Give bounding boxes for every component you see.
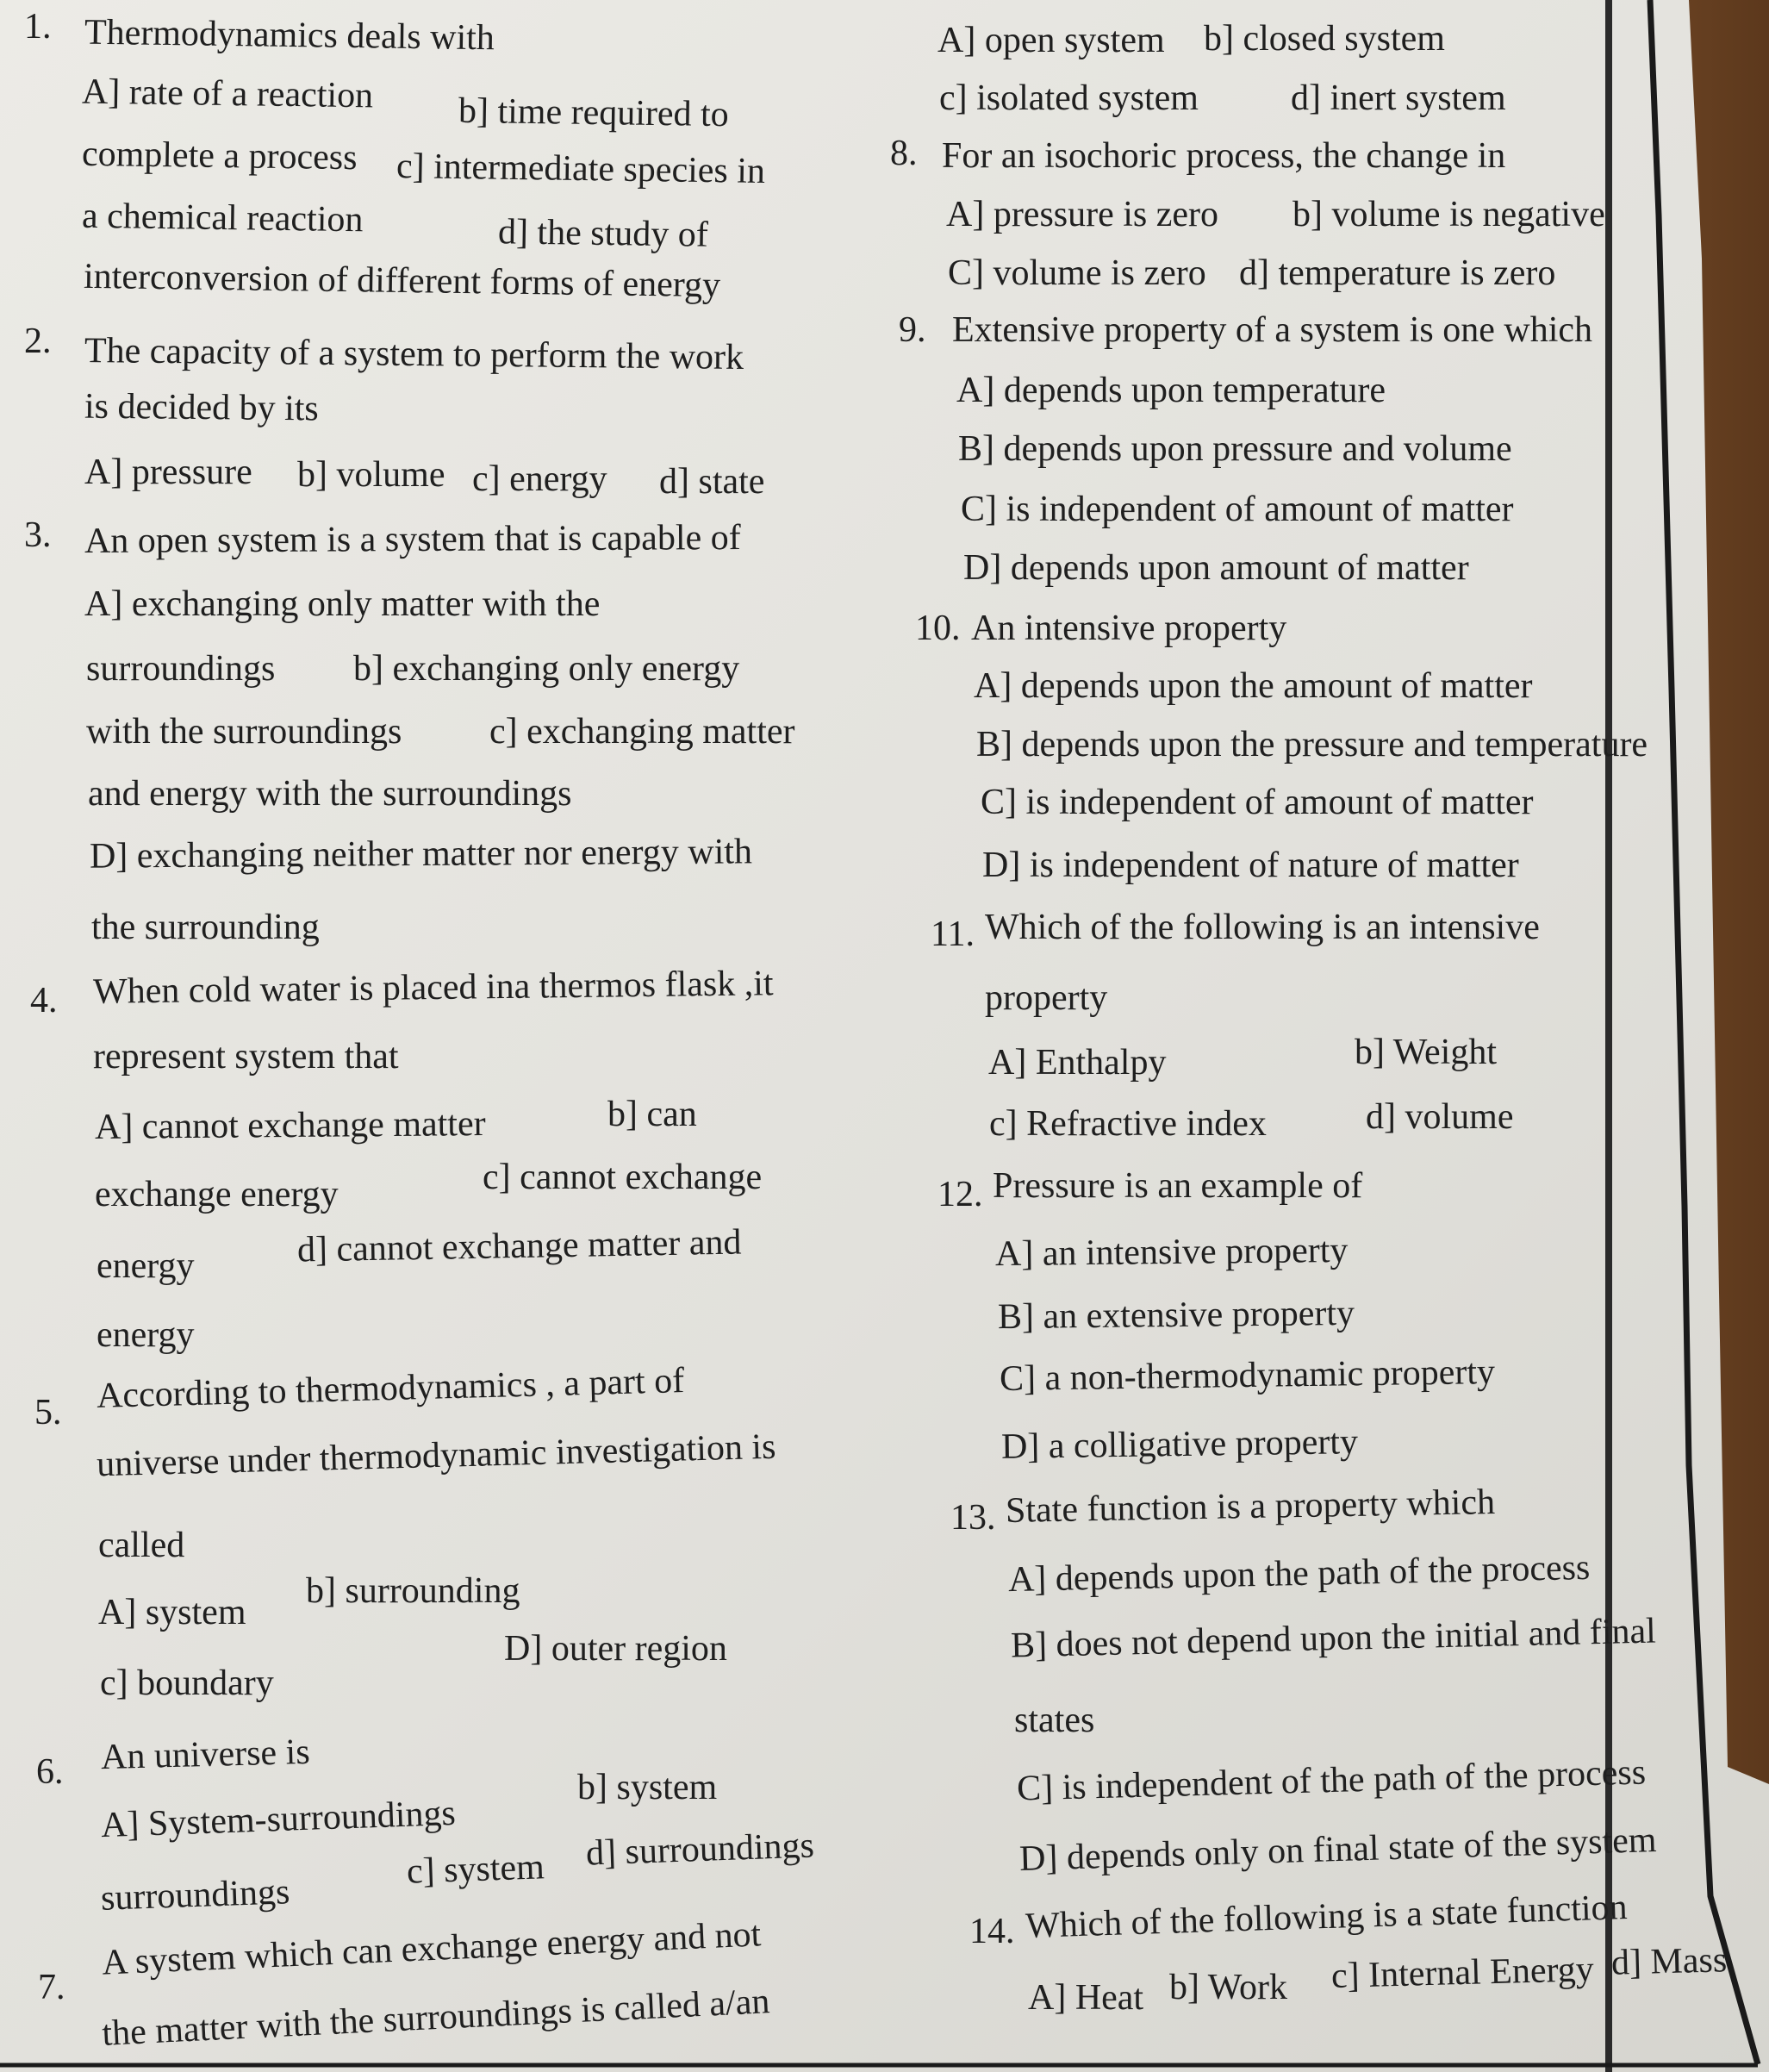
question-text: Pressure is an example of: [993, 1166, 1363, 1206]
option-a: A] Heat: [1028, 1978, 1144, 2018]
option-c: C] is independent of amount of matter: [981, 783, 1534, 822]
option-b-continued: with the surroundings: [86, 712, 402, 752]
question-number: 14.: [969, 1912, 1015, 1951]
question-number: 1.: [24, 7, 52, 47]
option-b-continued: states: [1014, 1701, 1095, 1740]
option-d: D] a colligative property: [1000, 1422, 1359, 1467]
question-text: The capacity of a system to perform the work: [84, 330, 744, 378]
option-c: c] Internal Energy: [1330, 1950, 1595, 1996]
option-d: d] state: [659, 462, 765, 502]
question-text: When cold water is placed ina thermos flask ,it: [92, 964, 774, 1012]
question-text: A system which can exchange energy and not: [101, 1914, 763, 1983]
question-text-continued: represent system that: [93, 1037, 399, 1077]
question-number: 7.: [38, 1968, 65, 2007]
option-a: A] cannot exchange matter: [94, 1104, 486, 1147]
option-b: b] exchanging only energy: [353, 649, 740, 689]
question-number: 12.: [937, 1175, 983, 1214]
option-b-continued: complete a process: [81, 134, 358, 178]
question-text: According to thermodynamics , a part of: [96, 1361, 685, 1416]
option-b: b] system: [577, 1768, 718, 1807]
option-b: b] time required to: [458, 90, 730, 135]
option-d: D] is independent of nature of matter: [982, 846, 1519, 885]
question-number: 4.: [30, 981, 58, 1020]
option-d-continued: energy: [97, 1315, 195, 1355]
option-b: b] Weight: [1355, 1033, 1497, 1072]
question-number: 2.: [24, 321, 52, 361]
option-a: A] an intensive property: [994, 1230, 1349, 1275]
option-c: c] intermediate species in: [396, 147, 766, 191]
option-c: c] Refractive index: [989, 1104, 1267, 1144]
option-b: B] an extensive property: [997, 1293, 1355, 1338]
option-d: D] depends only on final state of the system: [1018, 1820, 1658, 1879]
option-a: A] pressure is zero: [946, 195, 1219, 234]
option-c: C] is independent of amount of matter: [961, 490, 1514, 529]
option-b: b] closed system: [1204, 19, 1445, 59]
question-text: For an isochoric process, the change in: [942, 136, 1506, 176]
option-a-continued: surroundings: [86, 649, 276, 689]
option-b: b] surrounding: [306, 1571, 520, 1611]
question-text: An universe is: [100, 1732, 311, 1778]
question-text: Extensive property of a system is one which: [952, 310, 1592, 350]
question-number: 9.: [899, 310, 926, 350]
option-b: b] can: [607, 1095, 697, 1134]
option-d: d] cannot exchange matter and: [296, 1222, 742, 1270]
option-c: c] cannot exchange: [483, 1158, 763, 1197]
question-text: Thermodynamics deals with: [84, 12, 495, 59]
option-a: A] rate of a reaction: [81, 72, 374, 116]
option-c: c] isolated system: [939, 78, 1199, 118]
question-number: 3.: [24, 515, 52, 555]
option-b-continued: exchange energy: [95, 1175, 339, 1214]
option-a: A] pressure: [84, 452, 252, 492]
option-c: c] system: [406, 1847, 545, 1892]
option-c-continued: a chemical reaction: [81, 196, 364, 240]
option-a: A] depends upon the path of the process: [1007, 1547, 1591, 1601]
option-a: A] Enthalpy: [988, 1043, 1167, 1083]
option-d: d] Mass: [1610, 1940, 1728, 1983]
question-number: 8.: [890, 134, 918, 173]
question-number: 6.: [36, 1752, 64, 1792]
question-text-continued: is decided by its: [84, 386, 320, 429]
question-text: State function is a property which: [1005, 1482, 1496, 1531]
option-c: C] a non-thermodynamic property: [999, 1351, 1496, 1400]
option-d-continued: the surrounding: [91, 908, 320, 947]
question-text-continued: universe under thermodynamic investigation is: [96, 1426, 776, 1485]
option-c: c] exchanging matter: [489, 712, 795, 752]
option-b-continued: surroundings: [100, 1872, 291, 1919]
option-c: c] boundary: [100, 1663, 274, 1703]
option-b: B] depends upon the pressure and temperature: [976, 725, 1648, 765]
question-text-continued: property: [985, 978, 1108, 1018]
option-d: d] volume: [1366, 1097, 1514, 1137]
question-text: Which of the following is a state function: [1025, 1888, 1629, 1946]
option-b: b] volume is negative: [1292, 195, 1605, 234]
option-a: A] exchanging only matter with the: [84, 584, 601, 624]
option-d: d] the study of: [497, 212, 709, 255]
option-c: C] is independent of the path of the process: [1016, 1752, 1647, 1809]
option-a: A] depends upon temperature: [956, 371, 1386, 410]
question-text-continued: the matter with the surroundings is called a/an: [101, 1982, 771, 2054]
option-c: C] volume is zero: [948, 253, 1206, 293]
question-number: 13.: [950, 1498, 996, 1538]
option-d: D] exchanging neither matter nor energy with: [89, 832, 753, 877]
option-a: A] open system: [937, 21, 1165, 60]
question-text: Which of the following is an intensive: [985, 908, 1540, 947]
option-b: B] does not depend upon the initial and final: [1010, 1611, 1657, 1666]
option-b: b] Work: [1169, 1968, 1287, 2007]
option-d: d] surroundings: [585, 1825, 815, 1874]
question-text: An open system is a system that is capable of: [84, 518, 741, 561]
question-text-end: called: [98, 1526, 185, 1565]
option-c-continued: energy: [97, 1246, 195, 1286]
option-b: B] depends upon pressure and volume: [958, 429, 1512, 469]
option-a: A] depends upon the amount of matter: [974, 666, 1533, 706]
option-d: d] inert system: [1291, 78, 1506, 118]
question-text: An intensive property: [971, 608, 1287, 648]
option-a: A] system: [98, 1593, 246, 1632]
question-number: 11.: [931, 914, 975, 954]
option-b: b] volume: [297, 455, 445, 495]
option-d-continued: interconversion of different forms of energy: [83, 256, 721, 306]
option-c-continued: and energy with the surroundings: [88, 774, 572, 814]
option-d: D] depends upon amount of matter: [963, 548, 1469, 588]
option-c: c] energy: [472, 459, 607, 499]
question-number: 5.: [34, 1393, 62, 1432]
question-number: 10.: [915, 608, 961, 648]
option-d: d] temperature is zero: [1239, 253, 1556, 293]
option-d: D] outer region: [504, 1629, 727, 1669]
option-a: A] System-surroundings: [100, 1793, 457, 1846]
